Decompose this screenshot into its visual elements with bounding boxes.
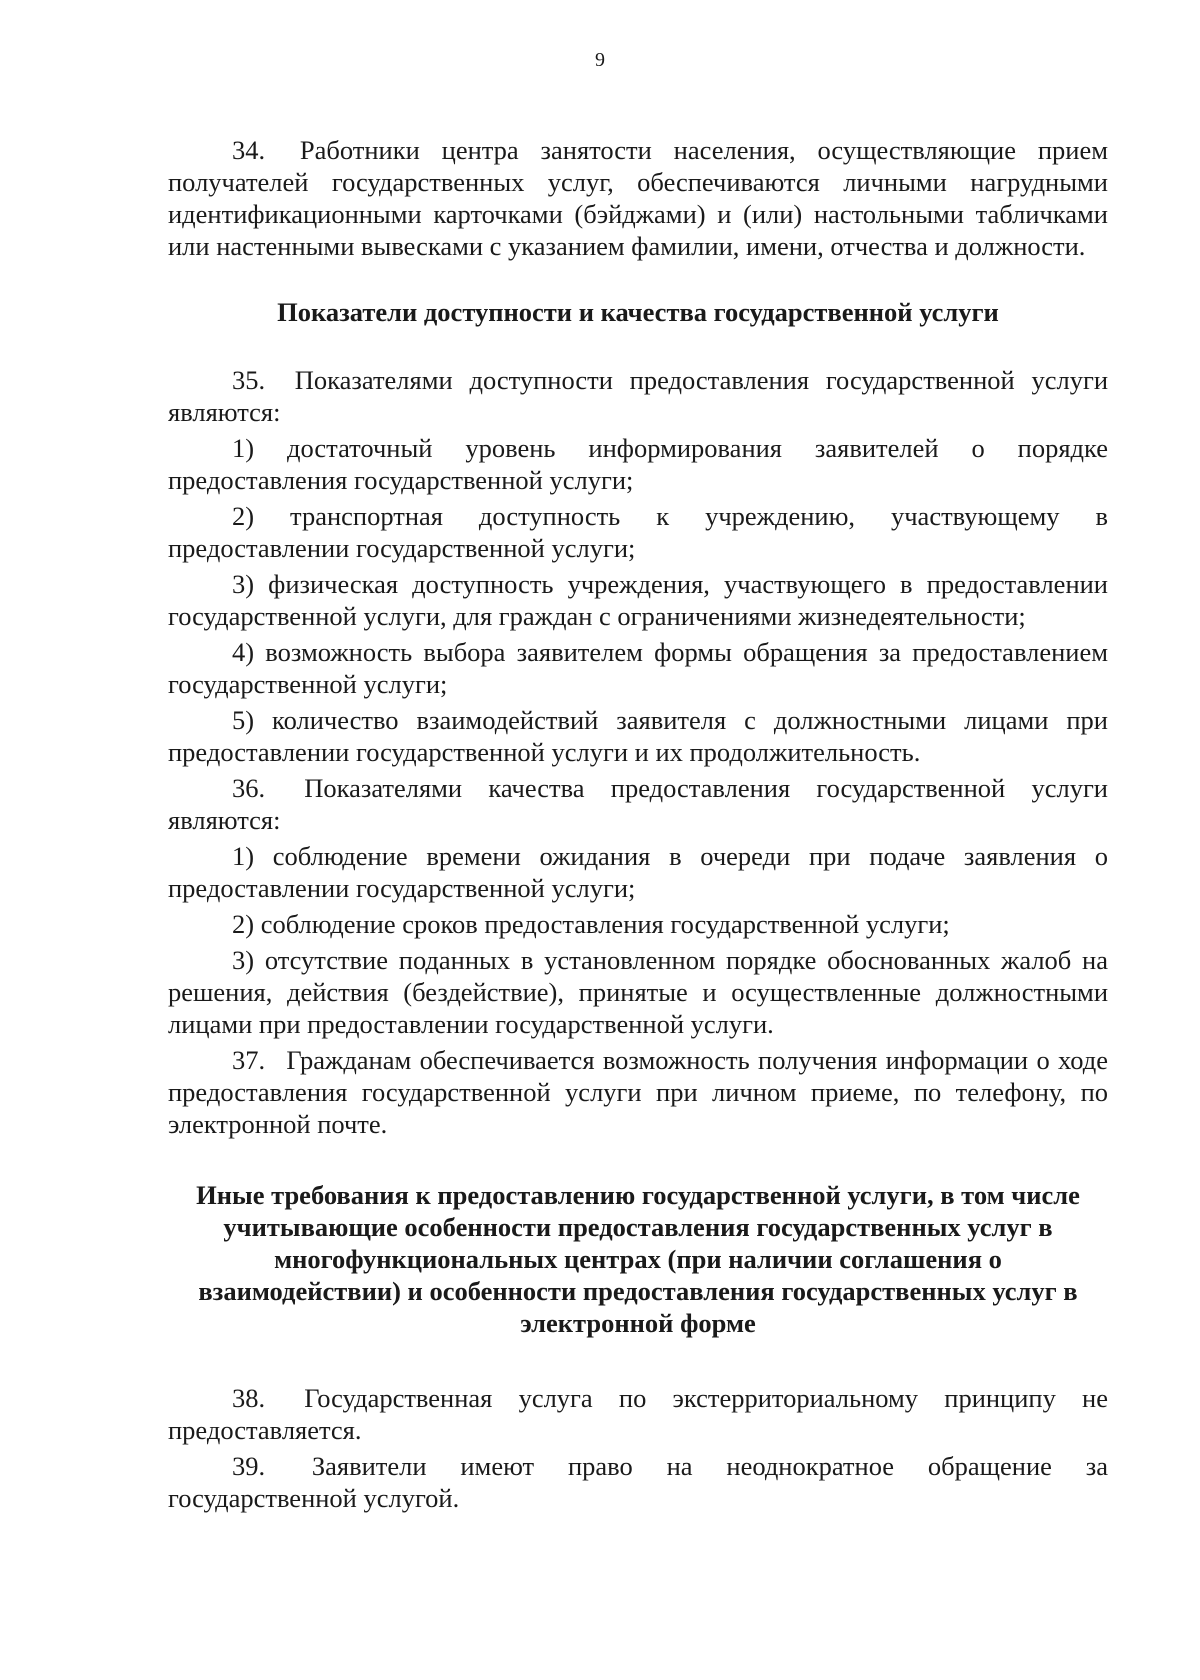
paragraph-text: Государственная услуга по экстерриториальному принципу не предоставляется. xyxy=(168,1383,1108,1445)
list-item: 5) количество взаимодействий заявителя с должностными лицами при предоставлении государственной услуги и их продолжительность. xyxy=(168,705,1108,767)
list-item: 4) возможность выбора заявителем формы обращения за предоставлением государственной услуги; xyxy=(168,637,1108,699)
paragraph-number: 35. xyxy=(232,365,266,395)
paragraph-text: Показателями качества предоставления государственной услуги являются: xyxy=(168,773,1108,835)
paragraph-35 xyxy=(168,364,1108,428)
paragraph-36 xyxy=(168,772,1108,836)
list-item: 2) соблюдение сроков предоставления государственной услуги; xyxy=(232,909,950,939)
section-heading-other-requirements: Иные требования к предоставлению государственной услуги, в том числе учитывающие особенности предоставления государственных услуг в многофункциональных центрах (при наличии соглашения о взаимодействии) и особенности предоставления государственных услуг в электронной форме xyxy=(196,1180,1080,1338)
paragraph-34 xyxy=(168,134,1108,262)
paragraph-number: 38. xyxy=(232,1383,266,1413)
paragraph-text: Заявители имеют право на неоднократное обращение за государственной услугой. xyxy=(168,1451,1109,1513)
list-item: 2) транспортная доступность к учреждению, участвующему в предоставлении государственной услуги; xyxy=(168,501,1108,563)
page-number: 9 xyxy=(595,49,605,71)
section-heading-accessibility: Показатели доступности и качества государственной услуги xyxy=(277,297,999,327)
list-item: 3) отсутствие поданных в установленном порядке обоснованных жалоб на решения, действия (бездействие), принятые и осуществленные должностными лицами при предоставлении государственной услуги. xyxy=(168,945,1108,1039)
list-item: 1) соблюдение времени ожидания в очереди при подаче заявления о предоставлении государственной услуги; xyxy=(168,841,1108,903)
document-body xyxy=(168,134,1108,1514)
paragraph-text: Гражданам обеспечивается возможность получения информации о ходе предоставления государственной услуги при личном приеме, по телефону, по электронной почте. xyxy=(168,1045,1108,1139)
paragraph-38 xyxy=(168,1382,1108,1446)
paragraph-number: 36. xyxy=(232,773,266,803)
paragraph-text: Работники центра занятости населения, осуществляющие прием получателей государственных услуг, обеспечиваются личными нагрудными идентификационными карточками (бэйджами) и (или) настольными табличками или настенными вывесками с указанием фамилии, имени, отчества и должности. xyxy=(168,135,1108,261)
list-item: 1) достаточный уровень информирования заявителей о порядке предоставления государственной услуги; xyxy=(168,433,1108,495)
paragraph-number: 34. xyxy=(232,135,266,165)
paragraph-number: 39. xyxy=(232,1451,266,1481)
paragraph-text: Показателями доступности предоставления государственной услуги являются: xyxy=(168,365,1109,427)
paragraph-37 xyxy=(168,1044,1108,1140)
list-item: 3) физическая доступность учреждения, участвующего в предоставлении государственной услуги, для граждан с ограничениями жизнедеятельности; xyxy=(168,569,1108,631)
paragraph-number: 37. xyxy=(232,1045,266,1075)
paragraph-39 xyxy=(168,1450,1108,1514)
